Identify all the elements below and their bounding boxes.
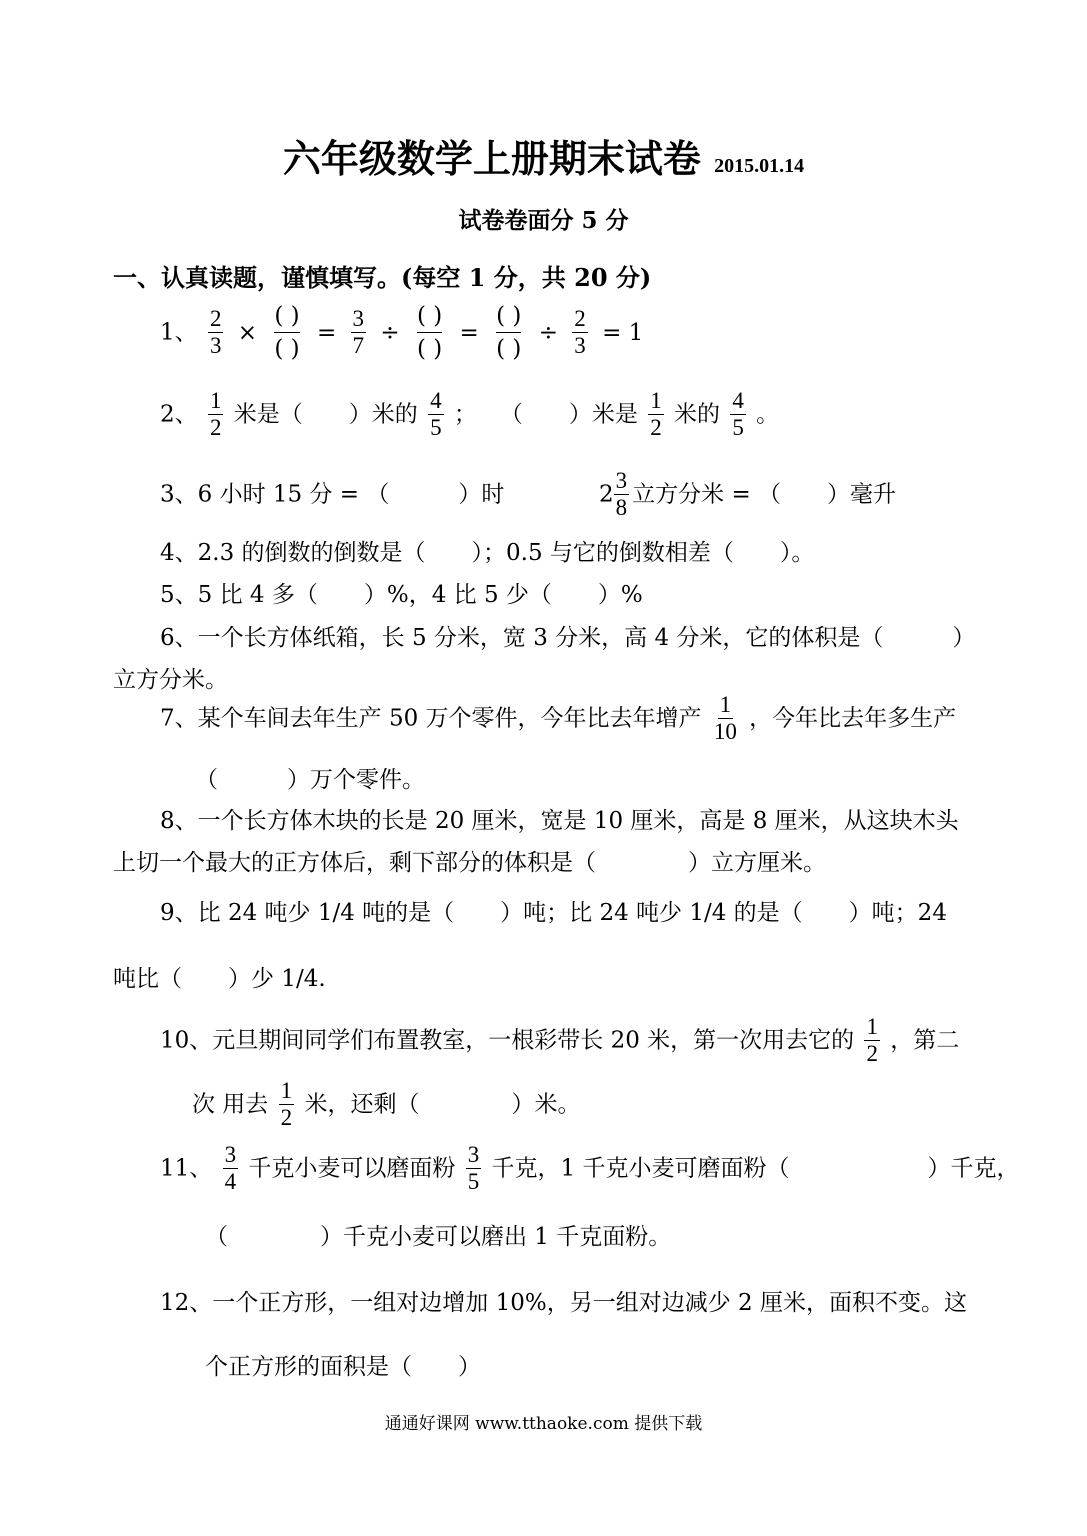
- q2-fraction-c: $\frac{1}{2}$: [650, 388, 662, 440]
- question-8-line-2: 上切一个最大的正方体后，剩下部分的体积是（ ）立方厘米。: [113, 850, 826, 876]
- q11-fraction-b: $\frac{3}{5}$: [467, 1142, 480, 1194]
- q1-fraction-1: $\frac{2}{3}$: [209, 306, 222, 358]
- question-7-line-2: （ ）万个零件。: [195, 767, 425, 793]
- q2-text-3: 米的: [674, 401, 721, 428]
- q2-text-2: ； （ ）米是: [453, 401, 638, 428]
- question-3: [160, 468, 896, 521]
- q11-fraction-a: $\frac{3}{4}$: [224, 1142, 237, 1194]
- question-8-line-1: 8、一个长方体木块的长是 20 厘米，宽是 10 厘米，高是 8 厘米，从这块木头: [160, 808, 959, 834]
- question-9-line-1: 9、比 24 吨少 1/4 吨的是（ ）吨；比 24 吨少 1/4 的是（ ）吨；24: [160, 900, 947, 926]
- question-11-line-2: （ ）千克小麦可以磨出 1 千克面粉。: [205, 1224, 672, 1250]
- title-text: 六年级数学上册期末试卷: [282, 136, 701, 181]
- question-12-line-1: 12、一个正方形，一组对边增加 10%，另一组对边减少 2 厘米，面积不变。这: [160, 1290, 967, 1316]
- q7-text-2: ，今年比去年多生产: [749, 705, 957, 732]
- q3-text-1: 3、6 小时 15 分 = （ ）时: [160, 481, 505, 508]
- q10-fraction-2: $\frac{1}{2}$: [280, 1078, 293, 1130]
- q10-text-3: 次 用去: [192, 1091, 269, 1118]
- question-6-line-1: 6、一个长方体纸箱，长 5 分米，宽 3 分米，高 4 分米，它的体积是（ ）: [160, 625, 976, 651]
- q11-number: 11、: [160, 1155, 213, 1182]
- q3-text-2: 立方分米 = （ ）毫升: [632, 481, 897, 508]
- q11-text-1: 千克小麦可以磨面粉: [248, 1155, 456, 1182]
- question-7-line-1: [160, 692, 956, 745]
- q7-fraction: $\frac{1}{10}$: [713, 692, 737, 744]
- question-1: [160, 300, 647, 365]
- q11-text-2: 千克，1 千克小麦可磨面粉（ ）千克，: [491, 1155, 1020, 1182]
- question-10-line-2: [192, 1078, 580, 1131]
- q1-div-1: ÷: [380, 319, 400, 346]
- q1-eq-2: =: [459, 319, 479, 346]
- q10-text-1: 10、元旦期间同学们布置教室，一根彩带长 20 米，第一次用去它的: [160, 1027, 855, 1054]
- q1-result: = 1: [602, 319, 644, 346]
- question-4: 4、2.3 的倒数的倒数是（ ）；0.5 与它的倒数相差（ ）。: [160, 540, 815, 566]
- question-9-line-2: 吨比（ ）少 1/4.: [113, 966, 326, 992]
- q1-fraction-2: $\frac{3}{7}$: [352, 306, 365, 358]
- q1-blank-fraction-3: ( ) ( ): [496, 300, 521, 365]
- q3-whole: 2: [599, 481, 614, 508]
- question-6-line-2: 立方分米。: [113, 667, 228, 693]
- footer-text: 通通好课网 www.tthaoke.com 提供下载: [384, 1414, 703, 1434]
- q7-text-1: 7、某个车间去年生产 50 万个零件，今年比去年增产: [160, 705, 702, 732]
- q2-end: 。: [756, 401, 780, 428]
- q2-number: 2、: [160, 401, 198, 428]
- question-11-line-1: [160, 1142, 1019, 1195]
- q3-fraction: $\frac{3}{8}$: [615, 468, 628, 520]
- question-5: 5、5 比 4 多（ ）%，4 比 5 少（ ）%: [160, 582, 643, 608]
- q1-div-2: ÷: [538, 319, 558, 346]
- q1-times: ×: [237, 319, 258, 346]
- q2-text-1: 米是（ ）米的: [233, 401, 418, 428]
- q10-text-4: 米，还剩（ ）米。: [304, 1091, 581, 1118]
- q10-text-2: ，第二: [890, 1027, 960, 1054]
- section-heading-1: 一、认真读题，谨慎填写。(每空 1 分，共 20 分): [113, 263, 652, 292]
- question-2: [160, 388, 779, 441]
- question-12-line-2: 个正方形的面积是（ ）: [205, 1354, 481, 1380]
- q1-number: 1、: [160, 319, 198, 346]
- q1-blank-fraction-2: ( ) ( ): [417, 300, 442, 365]
- q1-blank-fraction-1: ( ) ( ): [274, 300, 299, 365]
- q2-fraction-b: $\frac{4}{5}$: [430, 388, 442, 440]
- q10-fraction-1: $\frac{1}{2}$: [866, 1014, 878, 1066]
- page-title: [0, 128, 1087, 183]
- title-date: 2015.01.14: [714, 155, 805, 177]
- question-10-line-1: [160, 1014, 959, 1067]
- q2-fraction-a: $\frac{1}{2}$: [209, 388, 222, 440]
- q2-fraction-d: $\frac{4}{5}$: [732, 388, 744, 440]
- q1-fraction-3: $\frac{2}{3}$: [574, 306, 586, 358]
- subtitle: 试卷卷面分 5 分: [458, 207, 629, 234]
- q1-eq-1: =: [316, 319, 337, 346]
